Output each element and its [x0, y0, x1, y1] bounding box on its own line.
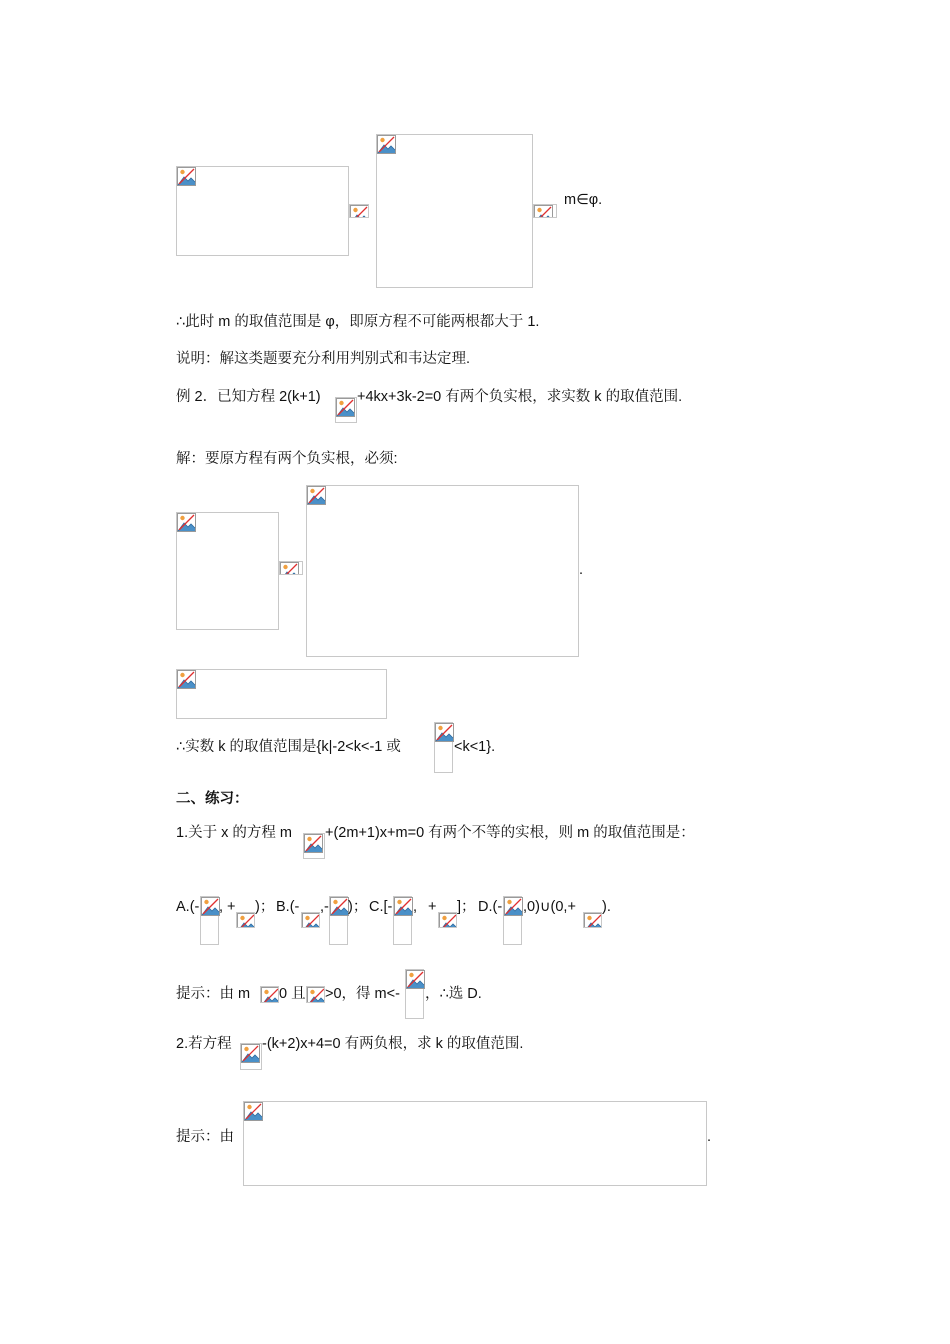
formula-image [393, 896, 412, 945]
formula-image [200, 896, 219, 945]
formula-image [376, 134, 533, 288]
formula-image [176, 512, 279, 630]
solution-line: 解：要原方程有两个负实根，必须: [176, 451, 398, 467]
text-line: )； [348, 899, 368, 915]
broken-image-icon [584, 913, 602, 928]
broken-image-icon [435, 723, 454, 742]
broken-image-icon [280, 562, 299, 575]
text-line: ]； [457, 899, 476, 915]
option-a: A.(- [176, 899, 200, 915]
text-line: ∴此时 m 的取值范围是 φ，即原方程不可能两根都大于 1. [176, 314, 540, 330]
hint-2: 提示：由 [176, 1129, 234, 1145]
text-line: )； [255, 899, 275, 915]
formula-image [335, 397, 357, 423]
formula-image [301, 912, 320, 928]
text-line: +4kx+3k-2=0 有两个负实根，求实数 k 的取值范围. [357, 389, 683, 405]
broken-image-icon [330, 897, 349, 916]
broken-image-icon [406, 970, 425, 989]
broken-image-icon [177, 167, 196, 186]
text-line: . [579, 562, 584, 578]
broken-image-icon [201, 897, 220, 916]
text-line: 说明：解这类题要充分利用判别式和韦达定理. [176, 351, 471, 367]
text-line: -(k+2)x+4=0 有两负根，求 k 的取值范围. [262, 1036, 524, 1052]
broken-image-icon [244, 1102, 263, 1121]
formula-image [260, 986, 279, 1003]
formula-image [236, 912, 255, 928]
text-line: +(2m+1)x+m=0 有两个不等的实根，则 m 的取值范围是： [325, 825, 695, 841]
section-heading: 二、练习： [176, 791, 249, 807]
broken-image-icon [504, 897, 523, 916]
formula-image [583, 912, 602, 928]
broken-image-icon [377, 135, 396, 154]
broken-image-icon [394, 897, 413, 916]
formula-image [503, 896, 522, 945]
option-c: C.[- [369, 899, 393, 915]
formula-image [405, 969, 424, 1019]
formula-image [306, 986, 325, 1003]
formula-image [303, 833, 325, 859]
broken-image-icon [177, 513, 196, 532]
text-line: ,- [320, 899, 329, 915]
broken-image-icon [336, 398, 355, 417]
formula-image [306, 485, 579, 657]
formula-image [434, 722, 453, 773]
text-line: , + [219, 899, 236, 915]
formula-image [329, 896, 348, 945]
broken-image-icon [350, 205, 369, 218]
broken-image-icon [241, 1044, 260, 1063]
formula-image [243, 1101, 707, 1186]
result-line: ∴实数 k 的取值范围是{k|-2<k<-1 或 [176, 739, 401, 755]
text-line: ). [602, 899, 611, 915]
formula-image [533, 204, 557, 218]
question-1: 1.关于 x 的方程 m [176, 825, 293, 841]
broken-image-icon [439, 913, 457, 928]
hint-1: 提示：由 m [176, 986, 251, 1002]
broken-image-icon [304, 834, 323, 853]
option-b: B.(- [276, 899, 300, 915]
text-line: 0 且 [279, 986, 306, 1002]
broken-image-icon [237, 913, 255, 928]
broken-image-icon [307, 486, 326, 505]
text-line: ,0)∪(0,+ [523, 899, 576, 915]
option-d: D.(- [478, 899, 503, 915]
formula-image [438, 912, 457, 928]
question-2: 2.若方程 [176, 1036, 232, 1052]
broken-image-icon [307, 987, 325, 1003]
formula-image [176, 166, 349, 256]
formula-image [240, 1043, 262, 1070]
example-2-title: 例 2．已知方程 2(k+1) [176, 389, 321, 405]
text-line: <k<1}. [454, 739, 496, 755]
text-line: . [707, 1129, 712, 1145]
text-line: >0，得 m<- [325, 986, 400, 1002]
text-line: + [428, 899, 437, 915]
broken-image-icon [302, 913, 320, 928]
text-line: m∈φ. [564, 192, 603, 208]
formula-image [349, 204, 369, 218]
broken-image-icon [261, 987, 279, 1003]
formula-image [176, 669, 387, 719]
formula-image [279, 561, 303, 575]
broken-image-icon [177, 670, 196, 689]
text-line: ，∴选 D. [425, 986, 482, 1002]
broken-image-icon [534, 205, 553, 218]
text-line: , [413, 899, 418, 915]
